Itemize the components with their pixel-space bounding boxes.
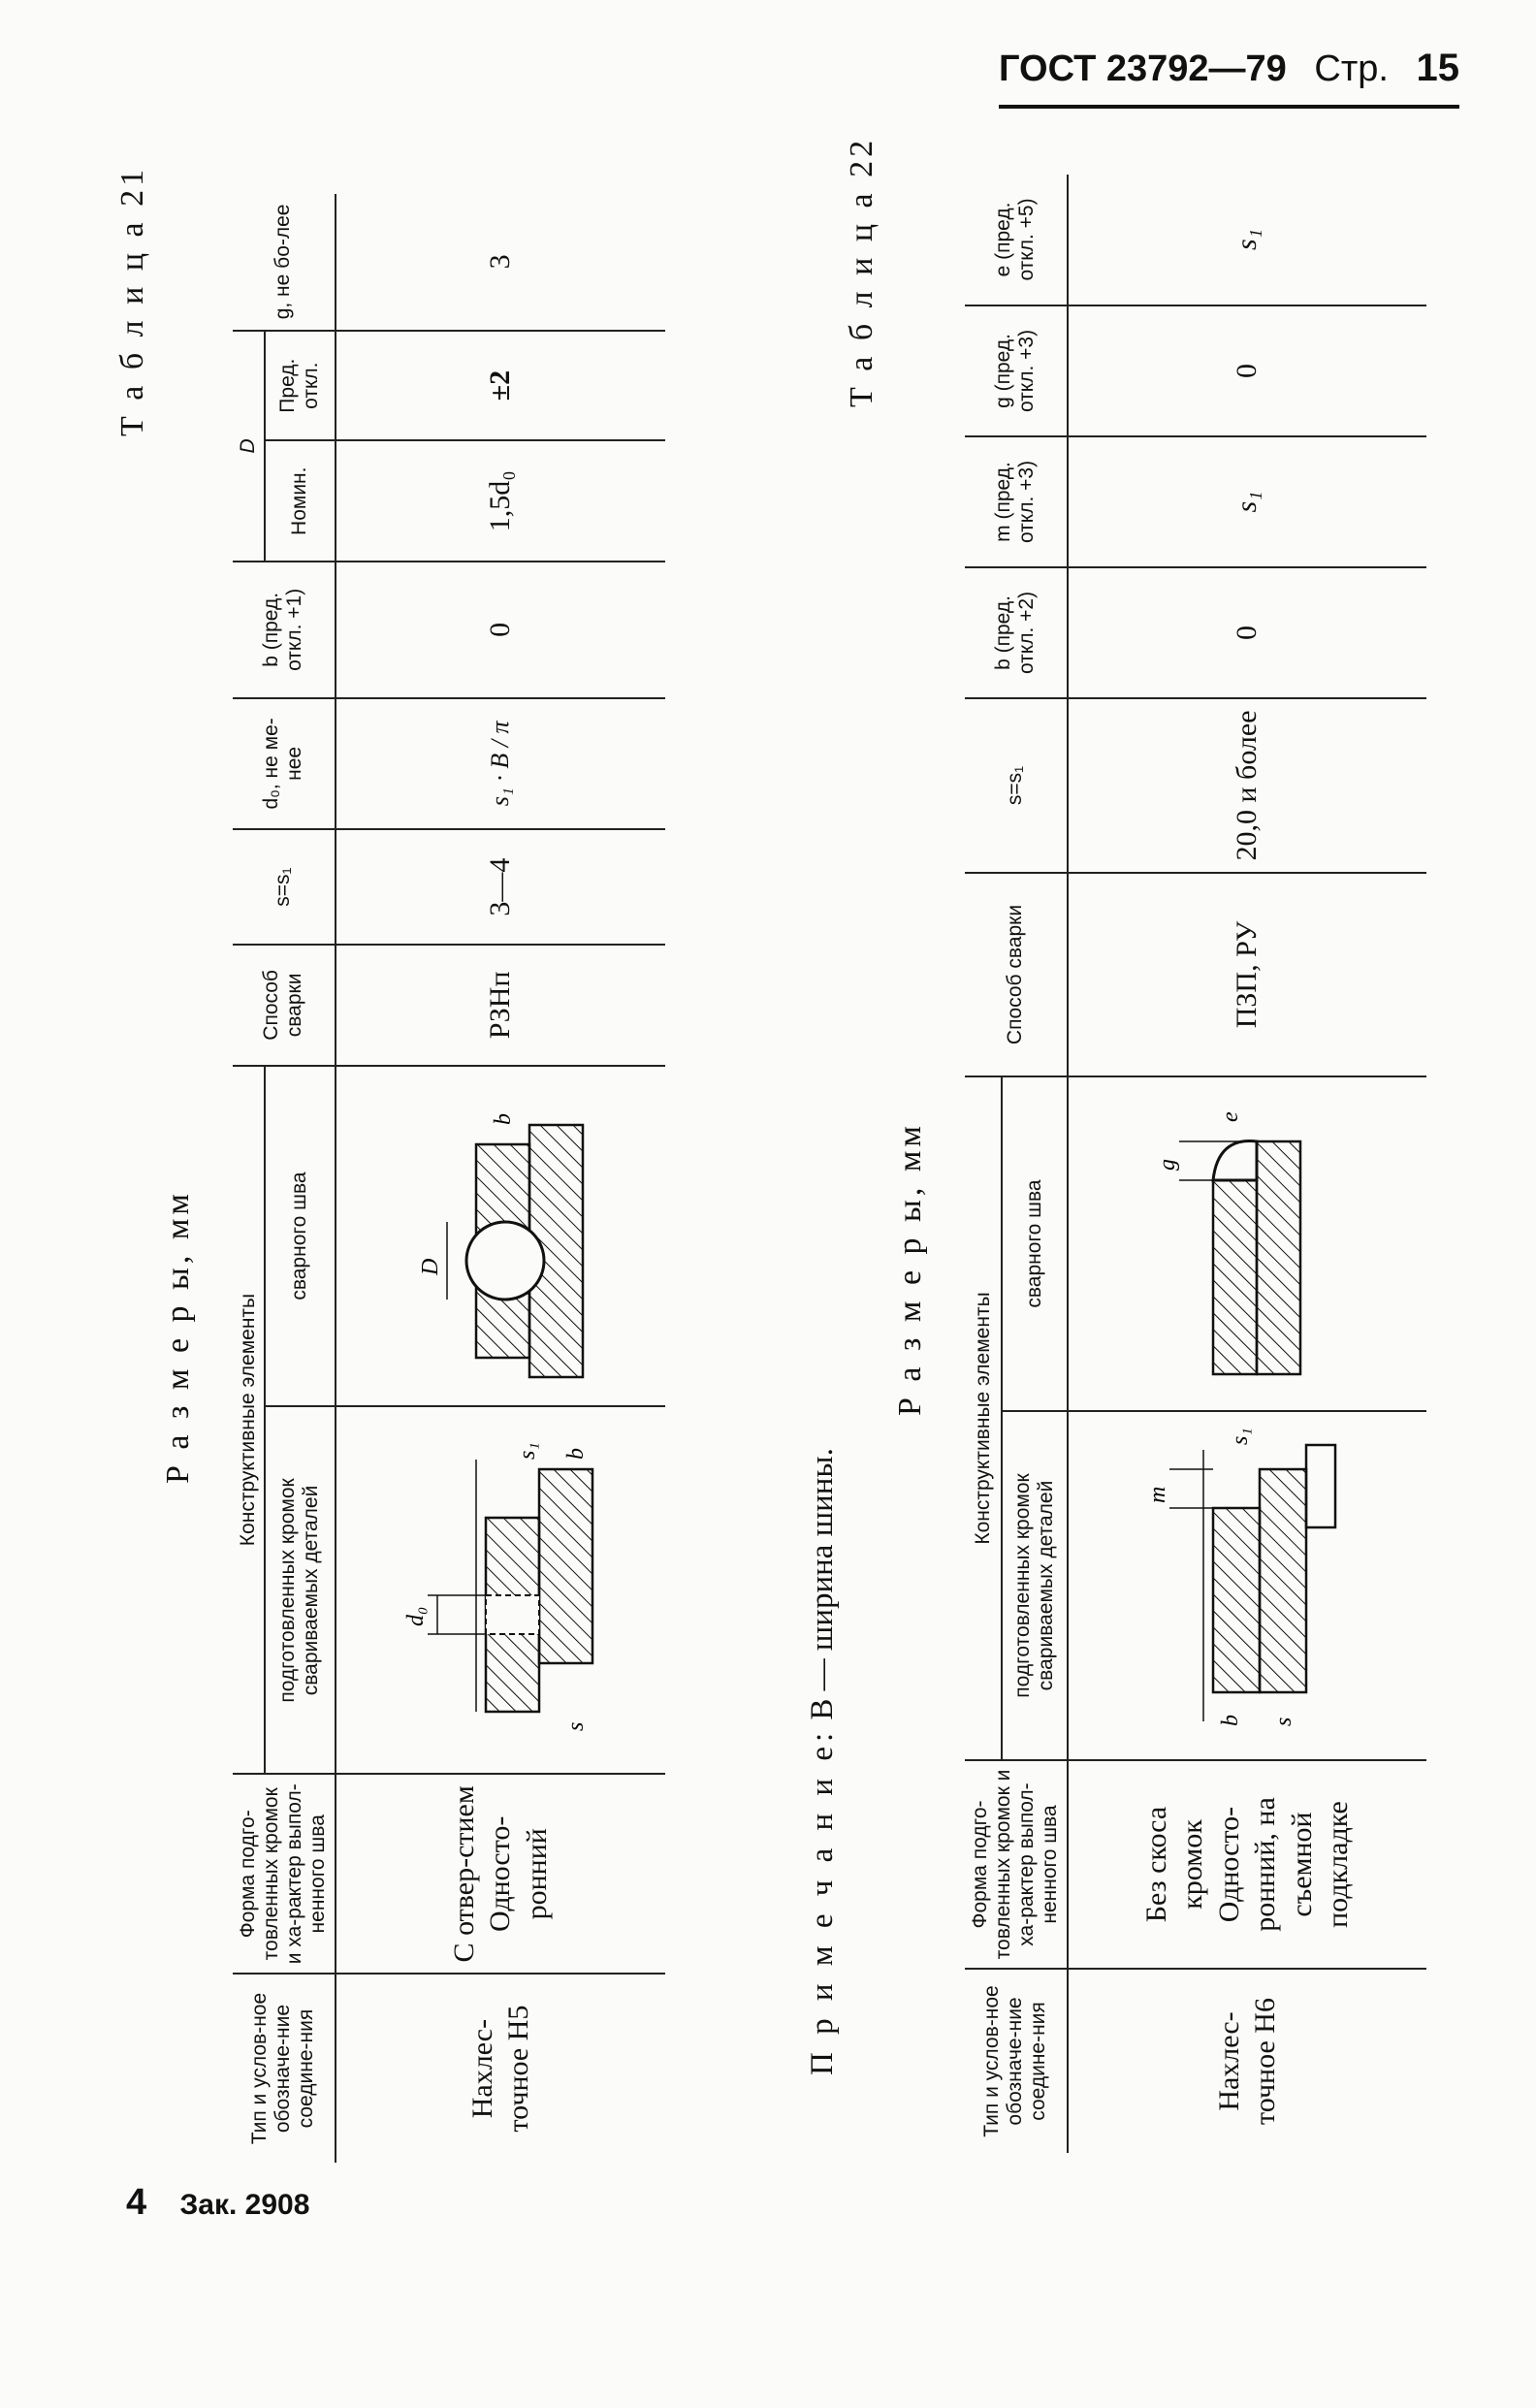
- t21-h-D: D: [233, 331, 265, 562]
- label-d0: d₀: [403, 1606, 430, 1626]
- t21-h-d0: d₀, не ме-нее: [233, 698, 336, 829]
- label-m: m: [1145, 1486, 1171, 1503]
- t22-h-form: Форма подго-товленных кромок и ха-рактер выпол-ненного шва: [965, 1760, 1068, 1969]
- t22-h-g: g (пред. откл. +3): [965, 305, 1068, 436]
- t22-weld-drawing: [1068, 1076, 1426, 1411]
- t22-h-elements: Конструктивные элементы: [965, 1076, 1002, 1760]
- t21-h-weld: сварного шва: [265, 1066, 335, 1407]
- t21-s: 3—4: [336, 829, 665, 945]
- t22-h-weld: сварного шва: [1002, 1076, 1067, 1411]
- weld-drawing-22: [1072, 1084, 1412, 1404]
- label-b-22: b: [1218, 1715, 1244, 1726]
- t22-g: 0: [1068, 305, 1426, 436]
- t21-h-prepared: подготовленных кромок свариваемых деталей: [265, 1407, 335, 1775]
- t22-h-prepared: подготовленных кромок свариваемых деталей: [1002, 1411, 1067, 1760]
- t21-h-type: Тип и услов-ное обозначе-ние соедине-ния: [233, 1974, 336, 2163]
- label-g: g: [1155, 1159, 1181, 1172]
- label-b-weld: b: [491, 1112, 517, 1125]
- page-footer: [126, 2182, 309, 2224]
- table21: [233, 194, 665, 2163]
- page-label: Стр.: [1314, 48, 1389, 89]
- sheet-number: 4: [126, 2182, 147, 2223]
- t22-method: ПЗП, РУ: [1068, 873, 1426, 1076]
- order-number: Зак. 2908: [179, 2189, 310, 2221]
- table21-units: Р а з м е р ы, мм: [160, 1190, 196, 1484]
- table21-label: Т а б л и ц а 21: [114, 165, 150, 436]
- t22-s: 20,0 и более: [1068, 698, 1426, 873]
- t21-h-D-tol: Пред. откл.: [265, 331, 335, 441]
- t21-form: С отвер-стием Односто-ронний: [336, 1774, 665, 1974]
- t21-h-g: g, не бо-лее: [233, 194, 336, 331]
- prepared-edges-drawing-22: [1072, 1421, 1412, 1750]
- t22-h-s: s=s₁: [965, 698, 1068, 873]
- t22-h-b: b (пред. откл. +2): [965, 567, 1068, 698]
- t21-D-tol: ±2: [336, 331, 665, 441]
- t21-h-s: s=s₁: [233, 829, 336, 945]
- gost-number: ГОСТ 23792—79: [999, 48, 1287, 89]
- t21-h-method: Способ сварки: [233, 945, 336, 1066]
- t22-b: 0: [1068, 567, 1426, 698]
- t22-h-m: m (пред. откл. +3): [965, 436, 1068, 567]
- label-s1-22: s₁: [1228, 1428, 1254, 1445]
- t21-D-nom: 1,5d₀: [336, 440, 665, 562]
- t22-prepared-drawing: [1068, 1411, 1426, 1760]
- note-keyword: П р и м е ч а н и е:: [805, 1727, 840, 2075]
- table22-block: [892, 175, 1426, 2153]
- t22-form: Без скоса кромок Односто-ронний, на съемной подкладке: [1068, 1760, 1426, 1969]
- page-number: 15: [1416, 47, 1459, 89]
- t22-h-method: Способ сварки: [965, 873, 1068, 1076]
- label-s1: s₁: [515, 1442, 541, 1460]
- t21-h-b: b (пред. откл. +1): [233, 562, 336, 698]
- label-e: e: [1218, 1111, 1244, 1123]
- t21-type: Нахлес-точное Н5: [336, 1974, 665, 2163]
- t21-prepared-drawing: [336, 1407, 665, 1775]
- t22-m: s₁: [1068, 436, 1426, 567]
- label-s: s: [563, 1721, 590, 1731]
- t22-h-e: e (пред. откл. +5): [965, 175, 1068, 305]
- page-header: [999, 47, 1459, 109]
- table21-note: [805, 1397, 841, 2075]
- table22-units: Р а з м е р ы, мм: [892, 1122, 928, 1416]
- weld-drawing: [340, 1086, 651, 1387]
- table22-label: Т а б л и ц а 22: [844, 136, 880, 407]
- label-s-22: s: [1271, 1717, 1297, 1726]
- note-text: B — ширина шины.: [805, 1448, 840, 1720]
- t21-h-form: Форма подго-товленных кромок и ха-рактер выпол-ненного шва: [233, 1774, 336, 1974]
- t21-d0: s₁ · B / π: [336, 698, 665, 829]
- table22: [965, 175, 1426, 2153]
- t21-g: 3: [336, 194, 665, 331]
- t22-type: Нахлес-точное Н6: [1068, 1969, 1426, 2153]
- label-D: D: [418, 1258, 444, 1275]
- prepared-edges-drawing: [340, 1430, 651, 1750]
- t21-weld-drawing: [336, 1066, 665, 1407]
- t22-h-type: Тип и услов-ное обозначе-ние соедине-ния: [965, 1969, 1068, 2153]
- t21-h-D-nom: Номин.: [265, 440, 335, 562]
- label-b: b: [563, 1447, 590, 1460]
- table21-block: [160, 194, 665, 2163]
- t21-method: РЗНп: [336, 945, 665, 1066]
- t21-h-elements: Конструктивные элементы: [233, 1066, 265, 1775]
- t21-b: 0: [336, 562, 665, 698]
- t22-e: s₁: [1068, 175, 1426, 305]
